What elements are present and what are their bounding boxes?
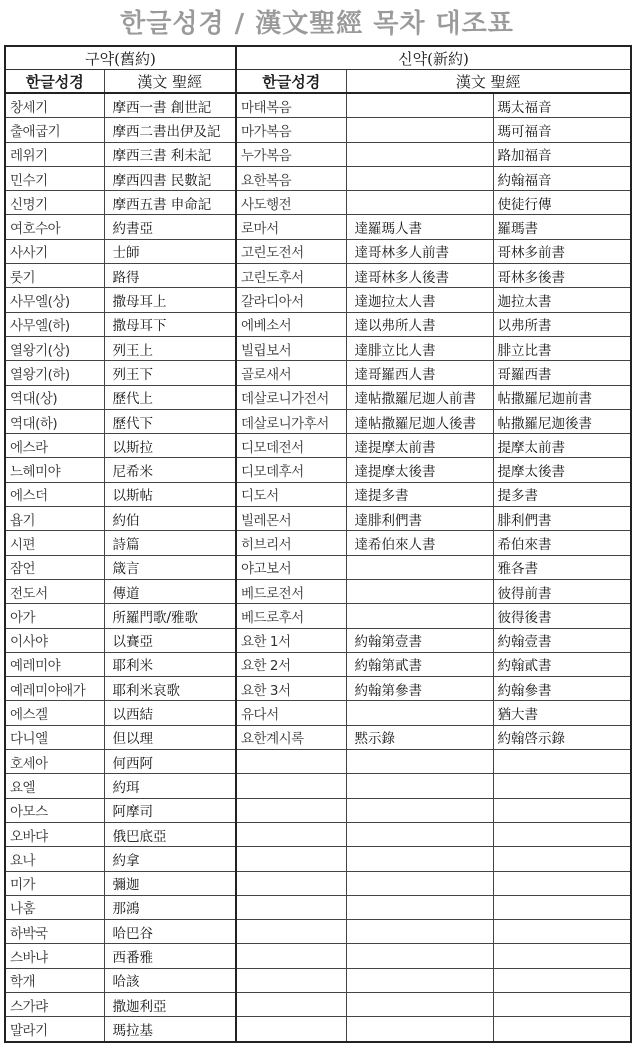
old-korean-name: 사무엘(하): [5, 312, 104, 336]
new-hanja-full-name: 約翰第壹書: [346, 628, 493, 652]
new-korean-name: 디도서: [236, 482, 346, 506]
new-hanja-short-name: [493, 992, 631, 1016]
old-korean-name: 열왕기(하): [5, 361, 104, 385]
old-hanja-name: 所羅門歌/雅歌: [104, 604, 236, 628]
old-korean-name: 나훔: [5, 895, 104, 919]
new-hanja-short-name: [493, 798, 631, 822]
new-korean-name: 빌립보서: [236, 336, 346, 360]
new-korean-name: 유다서: [236, 701, 346, 725]
old-hanja-name: 摩西五書 申命記: [104, 191, 236, 215]
new-hanja-short-name: 迦拉太書: [493, 288, 631, 312]
new-hanja-full-name: [346, 118, 493, 142]
old-hanja-name: 詩篇: [104, 531, 236, 555]
table-row: [5, 871, 631, 895]
old-korean-name: 아가: [5, 604, 104, 628]
new-hanja-short-name: [493, 1017, 631, 1042]
table-row: [5, 361, 631, 385]
new-hanja-full-name: [346, 895, 493, 919]
table-row: [5, 604, 631, 628]
new-hanja-full-name: 達以弗所人書: [346, 312, 493, 336]
new-hanja-short-name: 約翰參書: [493, 677, 631, 701]
new-hanja-short-name: 瑪可福音: [493, 118, 631, 142]
old-hanja-name: 列王下: [104, 361, 236, 385]
old-korean-name: 학개: [5, 968, 104, 992]
new-hanja-short-name: 使徒行傳: [493, 191, 631, 215]
old-hanja-name: 約伯: [104, 507, 236, 531]
new-hanja-short-name: [493, 968, 631, 992]
new-hanja-full-name: 達腓利們書: [346, 507, 493, 531]
new-hanja-short-name: 帖撒羅尼迦後書: [493, 409, 631, 433]
old-korean-name: 말라기: [5, 1017, 104, 1042]
new-hanja-short-name: 雅各書: [493, 555, 631, 579]
old-korean-name: 전도서: [5, 579, 104, 603]
old-korean-name: 에스라: [5, 434, 104, 458]
new-hanja-short-name: 約翰啓示錄: [493, 725, 631, 749]
new-hanja-full-name: 約翰第貳書: [346, 652, 493, 676]
old-hanja-name: 摩西二書出伊及記: [104, 118, 236, 142]
new-korean-name: 누가복음: [236, 142, 346, 166]
new-hanja-short-name: 腓利們書: [493, 507, 631, 531]
new-korean-name: 요한 2서: [236, 652, 346, 676]
table-row: [5, 652, 631, 676]
new-korean-name: 빌레몬서: [236, 507, 346, 531]
table-row: [5, 215, 631, 239]
old-korean-name: 여호수아: [5, 215, 104, 239]
old-hanja-name: 撒母耳下: [104, 312, 236, 336]
new-hanja-short-name: 約翰福音: [493, 166, 631, 190]
new-korean-name: [236, 822, 346, 846]
new-hanja-full-name: [346, 1017, 493, 1042]
new-hanja-full-name: 達提多書: [346, 482, 493, 506]
table-row: [5, 434, 631, 458]
old-korean-name: 호세아: [5, 750, 104, 774]
table-row: [5, 725, 631, 749]
new-hanja-short-name: 腓立比書: [493, 336, 631, 360]
old-korean-name: 민수기: [5, 166, 104, 190]
new-hanja-full-name: [346, 871, 493, 895]
new-korean-name: 마가복음: [236, 118, 346, 142]
table-row: [5, 798, 631, 822]
old-korean-name: 스가랴: [5, 992, 104, 1016]
old-korean-name: 예레미야애가: [5, 677, 104, 701]
new-hanja-full-name: [346, 166, 493, 190]
new-korean-name: [236, 774, 346, 798]
new-hanja-full-name: [346, 774, 493, 798]
table-row: [5, 677, 631, 701]
section-header-row: [5, 46, 631, 70]
comparison-table: [4, 45, 632, 1043]
table-row: [5, 288, 631, 312]
old-korean-name: 신명기: [5, 191, 104, 215]
new-hanja-full-name: [346, 822, 493, 846]
new-hanja-full-name: [346, 191, 493, 215]
table-row: [5, 920, 631, 944]
table-row: [5, 458, 631, 482]
new-korean-name: [236, 798, 346, 822]
table-row: [5, 312, 631, 336]
old-korean-name: 시편: [5, 531, 104, 555]
table-row: [5, 142, 631, 166]
old-hanja-name: 但以理: [104, 725, 236, 749]
column-header-row: [5, 70, 631, 94]
old-hanja-column-header: 漢文 聖經: [104, 70, 236, 94]
new-korean-name: 에베소서: [236, 312, 346, 336]
new-hanja-full-name: [346, 701, 493, 725]
old-hanja-name: 箴言: [104, 555, 236, 579]
comparison-table-container: [4, 45, 630, 1059]
new-korean-name: 마태복음: [236, 93, 346, 118]
table-row: [5, 93, 631, 118]
new-korean-name: 갈라디아서: [236, 288, 346, 312]
old-korean-name: 요엘: [5, 774, 104, 798]
new-hanja-short-name: 彼得前書: [493, 579, 631, 603]
new-hanja-short-name: 帖撒羅尼迦前書: [493, 385, 631, 409]
table-row: [5, 944, 631, 968]
new-korean-name: 골로새서: [236, 361, 346, 385]
old-korean-name: 예레미야: [5, 652, 104, 676]
new-hanja-short-name: 羅瑪書: [493, 215, 631, 239]
new-hanja-short-name: 哥羅西書: [493, 361, 631, 385]
old-korean-name: 하박국: [5, 920, 104, 944]
new-hanja-full-name: [346, 142, 493, 166]
new-korean-name: 야고보서: [236, 555, 346, 579]
new-hanja-column-header: 漢文 聖經: [346, 70, 631, 94]
old-korean-name: 느헤미야: [5, 458, 104, 482]
new-korean-name: 디모데후서: [236, 458, 346, 482]
new-korean-name: 히브리서: [236, 531, 346, 555]
new-korean-name: 고린도전서: [236, 239, 346, 263]
new-hanja-full-name: [346, 992, 493, 1016]
table-row: [5, 336, 631, 360]
old-hanja-name: 摩西三書 利未記: [104, 142, 236, 166]
new-hanja-full-name: [346, 920, 493, 944]
new-hanja-short-name: 猶大書: [493, 701, 631, 725]
old-hanja-name: 尼希米: [104, 458, 236, 482]
new-hanja-full-name: 達哥林多人前書: [346, 239, 493, 263]
old-korean-name: 이사야: [5, 628, 104, 652]
old-hanja-name: 哈該: [104, 968, 236, 992]
new-korean-name: 사도행전: [236, 191, 346, 215]
old-hanja-name: 摩西一書 創世記: [104, 93, 236, 118]
new-hanja-short-name: [493, 895, 631, 919]
old-korean-name: 열왕기(상): [5, 336, 104, 360]
old-korean-name: 룻기: [5, 264, 104, 288]
table-row: [5, 385, 631, 409]
old-korean-name: 욥기: [5, 507, 104, 531]
table-row: [5, 750, 631, 774]
table-row: [5, 507, 631, 531]
new-hanja-short-name: 希伯來書: [493, 531, 631, 555]
old-hanja-name: 以賽亞: [104, 628, 236, 652]
new-hanja-short-name: 提多書: [493, 482, 631, 506]
new-hanja-short-name: [493, 750, 631, 774]
new-korean-name: [236, 871, 346, 895]
table-row: [5, 531, 631, 555]
old-hanja-name: 約書亞: [104, 215, 236, 239]
new-korean-name: [236, 920, 346, 944]
old-hanja-name: 撒母耳上: [104, 288, 236, 312]
old-hanja-name: 路得: [104, 264, 236, 288]
new-hanja-full-name: 達希伯來人書: [346, 531, 493, 555]
new-hanja-full-name: [346, 579, 493, 603]
new-hanja-full-name: 達羅瑪人書: [346, 215, 493, 239]
new-hanja-short-name: 彼得後書: [493, 604, 631, 628]
table-row: [5, 191, 631, 215]
new-hanja-short-name: 以弗所書: [493, 312, 631, 336]
table-row: [5, 968, 631, 992]
table-row: [5, 1017, 631, 1042]
old-hanja-name: 彌迦: [104, 871, 236, 895]
table-row: [5, 628, 631, 652]
old-korean-name: 오바댜: [5, 822, 104, 846]
table-row: [5, 264, 631, 288]
table-row: [5, 895, 631, 919]
new-korean-name: 고린도후서: [236, 264, 346, 288]
new-korean-name: 베드로후서: [236, 604, 346, 628]
old-hanja-name: 約珥: [104, 774, 236, 798]
new-testament-header: 신약(新約): [236, 46, 631, 70]
new-hanja-full-name: [346, 604, 493, 628]
new-hanja-short-name: 提摩太後書: [493, 458, 631, 482]
old-hanja-name: 阿摩司: [104, 798, 236, 822]
old-hanja-name: 士師: [104, 239, 236, 263]
new-hanja-full-name: 達提摩太前書: [346, 434, 493, 458]
table-row: [5, 579, 631, 603]
old-korean-name: 에스더: [5, 482, 104, 506]
new-hanja-short-name: 哥林多後書: [493, 264, 631, 288]
table-row: [5, 118, 631, 142]
old-korean-name: 스바냐: [5, 944, 104, 968]
new-hanja-short-name: 約翰壹書: [493, 628, 631, 652]
new-korean-name: [236, 944, 346, 968]
table-row: [5, 555, 631, 579]
new-korean-column-header: 한글성경: [236, 70, 346, 94]
new-hanja-short-name: 瑪太福音: [493, 93, 631, 118]
new-korean-name: [236, 750, 346, 774]
new-hanja-short-name: [493, 944, 631, 968]
old-hanja-name: 以斯帖: [104, 482, 236, 506]
old-korean-name: 역대(하): [5, 409, 104, 433]
new-korean-name: 요한 3서: [236, 677, 346, 701]
new-hanja-full-name: [346, 555, 493, 579]
new-korean-name: 로마서: [236, 215, 346, 239]
new-hanja-full-name: [346, 944, 493, 968]
old-hanja-name: 何西阿: [104, 750, 236, 774]
new-korean-name: 요한 1서: [236, 628, 346, 652]
old-hanja-name: 歷代下: [104, 409, 236, 433]
old-hanja-name: 哈巴谷: [104, 920, 236, 944]
new-korean-name: [236, 895, 346, 919]
new-korean-name: 데살로니가후서: [236, 409, 346, 433]
old-korean-name: 미가: [5, 871, 104, 895]
old-korean-name: 출애굽기: [5, 118, 104, 142]
new-korean-name: [236, 847, 346, 871]
new-hanja-short-name: [493, 920, 631, 944]
new-hanja-short-name: [493, 847, 631, 871]
old-hanja-name: 瑪拉基: [104, 1017, 236, 1042]
table-row: [5, 822, 631, 846]
table-row: [5, 701, 631, 725]
old-korean-name: 레위기: [5, 142, 104, 166]
old-hanja-name: 歷代上: [104, 385, 236, 409]
new-hanja-full-name: [346, 93, 493, 118]
old-korean-name: 잠언: [5, 555, 104, 579]
old-hanja-name: 約拿: [104, 847, 236, 871]
page-title: 한글성경 / 漢文聖經 목차 대조표: [120, 9, 514, 39]
new-hanja-full-name: 達帖撒羅尼迦人前書: [346, 385, 493, 409]
table-row: [5, 409, 631, 433]
new-hanja-full-name: 黙示錄: [346, 725, 493, 749]
old-korean-name: 다니엘: [5, 725, 104, 749]
new-hanja-full-name: 達哥林多人後書: [346, 264, 493, 288]
new-hanja-short-name: 哥林多前書: [493, 239, 631, 263]
new-hanja-full-name: 達迦拉太人書: [346, 288, 493, 312]
new-hanja-full-name: 達哥羅西人書: [346, 361, 493, 385]
old-korean-name: 요나: [5, 847, 104, 871]
old-hanja-name: 摩西四書 民數記: [104, 166, 236, 190]
new-korean-name: 베드로전서: [236, 579, 346, 603]
new-hanja-full-name: [346, 750, 493, 774]
old-hanja-name: 耶利米哀歌: [104, 677, 236, 701]
new-korean-name: 요한계시록: [236, 725, 346, 749]
new-korean-name: 요한복음: [236, 166, 346, 190]
old-korean-name: 아모스: [5, 798, 104, 822]
new-korean-name: 디모데전서: [236, 434, 346, 458]
table-row: [5, 482, 631, 506]
table-row: [5, 774, 631, 798]
old-korean-column-header: 한글성경: [5, 70, 104, 94]
old-korean-name: 사사기: [5, 239, 104, 263]
table-row: [5, 992, 631, 1016]
new-hanja-full-name: [346, 847, 493, 871]
old-hanja-name: 傳道: [104, 579, 236, 603]
new-korean-name: 데살로니가전서: [236, 385, 346, 409]
new-korean-name: [236, 992, 346, 1016]
new-hanja-full-name: 達提摩太後書: [346, 458, 493, 482]
new-hanja-full-name: 約翰第參書: [346, 677, 493, 701]
old-korean-name: 창세기: [5, 93, 104, 118]
old-korean-name: 에스겔: [5, 701, 104, 725]
old-hanja-name: 以西結: [104, 701, 236, 725]
old-hanja-name: 耶利米: [104, 652, 236, 676]
table-body: [5, 93, 631, 1042]
new-hanja-full-name: 達腓立比人書: [346, 336, 493, 360]
old-korean-name: 역대(상): [5, 385, 104, 409]
new-hanja-short-name: [493, 822, 631, 846]
old-korean-name: 사무엘(상): [5, 288, 104, 312]
old-testament-header: 구약(舊約): [5, 46, 236, 70]
new-hanja-short-name: [493, 774, 631, 798]
new-korean-name: [236, 1017, 346, 1042]
table-row: [5, 239, 631, 263]
table-row: [5, 847, 631, 871]
old-hanja-name: 俄巴底亞: [104, 822, 236, 846]
old-hanja-name: 列王上: [104, 336, 236, 360]
old-hanja-name: 撒迦利亞: [104, 992, 236, 1016]
new-hanja-short-name: 路加福音: [493, 142, 631, 166]
old-hanja-name: 那鴻: [104, 895, 236, 919]
old-hanja-name: 西番雅: [104, 944, 236, 968]
new-hanja-full-name: [346, 968, 493, 992]
new-hanja-full-name: [346, 798, 493, 822]
new-hanja-short-name: 提摩太前書: [493, 434, 631, 458]
new-hanja-full-name: 達帖撒羅尼迦人後書: [346, 409, 493, 433]
new-hanja-short-name: [493, 871, 631, 895]
new-korean-name: [236, 968, 346, 992]
old-hanja-name: 以斯拉: [104, 434, 236, 458]
new-hanja-short-name: 約翰貳書: [493, 652, 631, 676]
table-row: [5, 166, 631, 190]
